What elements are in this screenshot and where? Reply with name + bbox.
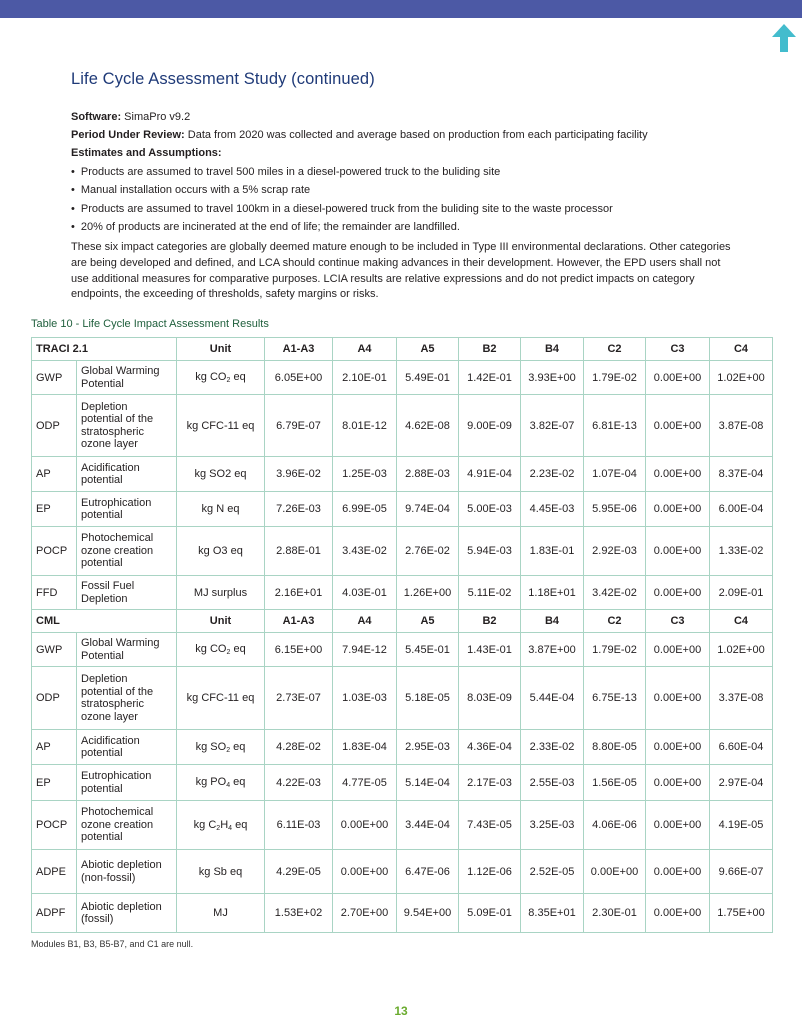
value-cell: 1.18E+01 [521, 576, 584, 610]
impact-abbr: POCP [32, 527, 77, 576]
unit-part: MJ [213, 907, 228, 919]
value-cell: 8.37E-04 [710, 457, 773, 492]
unit-part: 2 [226, 649, 231, 656]
value-cell: 0.00E+00 [646, 801, 710, 850]
value-cell: 6.00E-04 [710, 492, 773, 527]
value-cell: 4.36E-04 [459, 730, 521, 765]
value-cell: 7.94E-12 [333, 633, 397, 667]
lcia-results-table [31, 337, 773, 933]
value-cell: 4.62E-08 [397, 395, 459, 457]
impact-unit [177, 395, 265, 457]
impact-description: Eutrophication potential [77, 765, 177, 801]
value-cell: 0.00E+00 [646, 576, 710, 610]
section-name: CML [32, 610, 177, 633]
table-row [32, 801, 773, 850]
value-cell: 1.42E-01 [459, 361, 521, 395]
section-header-row [32, 610, 773, 633]
value-cell: 6.75E-13 [584, 667, 646, 730]
impact-unit [177, 492, 265, 527]
value-cell: 2.88E-03 [397, 457, 459, 492]
table-row [32, 667, 773, 730]
list-item: • Products are assumed to travel 500 miles in a diesel-powered truck to the buliding site [71, 165, 613, 183]
value-cell: 3.43E-02 [333, 527, 397, 576]
value-cell: 1.07E-04 [584, 457, 646, 492]
impact-abbr: FFD [32, 576, 77, 610]
value-cell: 1.25E-03 [333, 457, 397, 492]
table-caption: Table 10 - Life Cycle Impact Assessment Results [31, 318, 269, 330]
value-cell: 2.76E-02 [397, 527, 459, 576]
value-cell: 2.09E-01 [710, 576, 773, 610]
value-cell: 2.17E-03 [459, 765, 521, 801]
value-cell: 3.87E+00 [521, 633, 584, 667]
value-cell: 5.18E-05 [397, 667, 459, 730]
value-cell: 2.10E-01 [333, 361, 397, 395]
unit-part: 2 [226, 377, 231, 384]
impact-description: Depletion potential of the stratospheric ozone layer [77, 395, 177, 457]
impact-description: Abiotic depletion (non-fossil) [77, 850, 177, 894]
column-header: B2 [459, 610, 521, 633]
impact-description: Acidification potential [77, 730, 177, 765]
table-row [32, 395, 773, 457]
impact-unit [177, 361, 265, 395]
value-cell: 6.15E+00 [265, 633, 333, 667]
value-cell: 1.75E+00 [710, 894, 773, 933]
value-cell: 2.88E-01 [265, 527, 333, 576]
unit-part: kg SO2 eq [194, 468, 247, 480]
value-cell: 0.00E+00 [333, 801, 397, 850]
value-cell: 5.14E-04 [397, 765, 459, 801]
period-label: Period Under Review: [71, 129, 185, 141]
value-cell: 4.45E-03 [521, 492, 584, 527]
value-cell: 9.54E+00 [397, 894, 459, 933]
value-cell: 1.56E-05 [584, 765, 646, 801]
value-cell: 6.47E-06 [397, 850, 459, 894]
column-header: C2 [584, 338, 646, 361]
value-cell: 5.45E-01 [397, 633, 459, 667]
value-cell: 4.06E-06 [584, 801, 646, 850]
column-header: A5 [397, 338, 459, 361]
value-cell: 3.96E-02 [265, 457, 333, 492]
value-cell: 1.33E-02 [710, 527, 773, 576]
value-cell: 0.00E+00 [646, 633, 710, 667]
unit-part: eq [230, 740, 246, 753]
list-item: • Manual installation occurs with a 5% scrap rate [71, 183, 613, 201]
up-arrow-icon[interactable] [771, 24, 797, 52]
impact-abbr: ODP [32, 395, 77, 457]
list-item: • Products are assumed to travel 100km in a diesel-powered truck from the buliding site to the waste processor [71, 202, 613, 220]
impact-categories-paragraph: These six impact categories are globally deemed mature enough to be included in Type III environmental declarations. Other categories are being developed and defined, and LCA should continue making advances in their development. However, the EPD users shall not use additional measures for comparative purposes. LCIA results are relative expressions and do not predict impacts on category endpoints, the exceeding of thresholds, safety margins or risks. [71, 241, 731, 301]
unit-part: kg SO [195, 740, 227, 753]
impact-unit [177, 667, 265, 730]
section-header-row [32, 338, 773, 361]
unit-part: kg CFC-11 eq [186, 692, 255, 704]
value-cell: 4.77E-05 [333, 765, 397, 801]
footnote: Modules B1, B3, B5-B7, and C1 are null. [31, 939, 194, 949]
value-cell: 8.35E+01 [521, 894, 584, 933]
table-row [32, 850, 773, 894]
impact-description: Photochemical ozone creation potential [77, 801, 177, 850]
impact-abbr: POCP [32, 801, 77, 850]
value-cell: 3.37E-08 [710, 667, 773, 730]
value-cell: 2.92E-03 [584, 527, 646, 576]
unit-part: 2 [216, 824, 221, 832]
unit-part: eq [230, 643, 246, 655]
unit-part: MJ surplus [193, 586, 248, 599]
column-header: A1-A3 [265, 338, 333, 361]
value-cell: 4.19E-05 [710, 801, 773, 850]
impact-description: Depletion potential of the stratospheric ozone layer [77, 667, 177, 730]
impact-unit [177, 765, 265, 801]
software-label: Software: [71, 111, 122, 123]
table-row [32, 576, 773, 610]
table-row [32, 765, 773, 801]
value-cell: 5.94E-03 [459, 527, 521, 576]
value-cell: 2.33E-02 [521, 730, 584, 765]
column-header: Unit [177, 338, 265, 361]
unit-part: kg N eq [201, 503, 240, 515]
table-row [32, 361, 773, 395]
value-cell: 5.49E-01 [397, 361, 459, 395]
impact-abbr: GWP [32, 361, 77, 395]
unit-part: eq [230, 371, 246, 383]
value-cell: 4.03E-01 [333, 576, 397, 610]
value-cell: 6.60E-04 [710, 730, 773, 765]
impact-description: Abiotic depletion (fossil) [77, 894, 177, 933]
impact-unit [177, 576, 265, 610]
impact-abbr: EP [32, 765, 77, 801]
unit-part: 4 [228, 824, 233, 832]
value-cell: 8.01E-12 [333, 395, 397, 457]
impact-unit [177, 801, 265, 850]
table-row [32, 633, 773, 667]
table-row [32, 894, 773, 933]
period-line [71, 128, 648, 142]
value-cell: 2.30E-01 [584, 894, 646, 933]
impact-abbr: ADPF [32, 894, 77, 933]
value-cell: 6.11E-03 [265, 801, 333, 850]
value-cell: 0.00E+00 [646, 667, 710, 730]
column-header: Unit [177, 610, 265, 633]
value-cell: 5.09E-01 [459, 894, 521, 933]
impact-abbr: AP [32, 730, 77, 765]
estimates-label: Estimates and Assumptions: [71, 147, 222, 159]
value-cell: 0.00E+00 [646, 361, 710, 395]
value-cell: 2.70E+00 [333, 894, 397, 933]
value-cell: 6.99E-05 [333, 492, 397, 527]
unit-part: 2 [226, 746, 231, 754]
column-header: B4 [521, 610, 584, 633]
value-cell: 0.00E+00 [584, 850, 646, 894]
impact-abbr: ODP [32, 667, 77, 730]
value-cell: 4.28E-02 [265, 730, 333, 765]
assumptions-list [71, 165, 613, 238]
software-line [71, 110, 190, 124]
value-cell: 2.95E-03 [397, 730, 459, 765]
value-cell: 2.97E-04 [710, 765, 773, 801]
value-cell: 1.79E-02 [584, 361, 646, 395]
page-number: 13 [394, 1004, 408, 1018]
impact-abbr: GWP [32, 633, 77, 667]
column-header: C4 [710, 610, 773, 633]
impact-unit [177, 894, 265, 933]
header-bar [0, 0, 802, 18]
unit-part: kg CO [195, 371, 227, 383]
column-header: A4 [333, 610, 397, 633]
impact-description: Acidification potential [77, 457, 177, 492]
table-row [32, 527, 773, 576]
value-cell: 2.23E-02 [521, 457, 584, 492]
impact-description: Global Warming Potential [77, 361, 177, 395]
value-cell: 1.26E+00 [397, 576, 459, 610]
value-cell: 0.00E+00 [646, 894, 710, 933]
value-cell: 2.16E+01 [265, 576, 333, 610]
value-cell: 3.93E+00 [521, 361, 584, 395]
value-cell: 9.74E-04 [397, 492, 459, 527]
value-cell: 9.66E-07 [710, 850, 773, 894]
value-cell: 0.00E+00 [646, 527, 710, 576]
unit-part: kg PO [195, 776, 227, 788]
column-header: C2 [584, 610, 646, 633]
value-cell: 5.00E-03 [459, 492, 521, 527]
impact-description: Photochemical ozone creation potential [77, 527, 177, 576]
table-row [32, 457, 773, 492]
impact-description: Eutrophication potential [77, 492, 177, 527]
column-header: A5 [397, 610, 459, 633]
value-cell: 3.82E-07 [521, 395, 584, 457]
value-cell: 0.00E+00 [646, 850, 710, 894]
period-value: Data from 2020 was collected and average based on production from each participating facility [184, 129, 648, 141]
impact-unit [177, 850, 265, 894]
value-cell: 8.03E-09 [459, 667, 521, 730]
value-cell: 1.02E+00 [710, 361, 773, 395]
unit-part: eq [232, 818, 248, 831]
column-header: C3 [646, 610, 710, 633]
impact-description: Fossil Fuel Depletion [77, 576, 177, 610]
unit-part: H [220, 818, 229, 831]
column-header: A1-A3 [265, 610, 333, 633]
list-item: • 20% of products are incinerated at the end of life; the remainder are landfilled. [71, 220, 613, 238]
unit-part: kg Sb eq [198, 865, 243, 878]
value-cell: 2.52E-05 [521, 850, 584, 894]
value-cell: 6.81E-13 [584, 395, 646, 457]
value-cell: 9.00E-09 [459, 395, 521, 457]
column-header: C4 [710, 338, 773, 361]
value-cell: 1.83E-04 [333, 730, 397, 765]
value-cell: 6.05E+00 [265, 361, 333, 395]
unit-part: 4 [226, 782, 231, 789]
value-cell: 1.43E-01 [459, 633, 521, 667]
value-cell: 5.11E-02 [459, 576, 521, 610]
value-cell: 1.83E-01 [521, 527, 584, 576]
impact-unit [177, 457, 265, 492]
value-cell: 5.95E-06 [584, 492, 646, 527]
unit-part: eq [230, 776, 246, 788]
value-cell: 0.00E+00 [646, 730, 710, 765]
column-header: B2 [459, 338, 521, 361]
impact-unit [177, 730, 265, 765]
value-cell: 1.79E-02 [584, 633, 646, 667]
value-cell: 2.55E-03 [521, 765, 584, 801]
value-cell: 3.25E-03 [521, 801, 584, 850]
value-cell: 3.44E-04 [397, 801, 459, 850]
table-row [32, 492, 773, 527]
unit-part: kg C [193, 818, 217, 831]
page-title: Life Cycle Assessment Study (continued) [71, 70, 375, 88]
value-cell: 4.22E-03 [265, 765, 333, 801]
column-header: A4 [333, 338, 397, 361]
value-cell: 4.91E-04 [459, 457, 521, 492]
estimates-heading [71, 146, 222, 160]
value-cell: 2.73E-07 [265, 667, 333, 730]
column-header: C3 [646, 338, 710, 361]
value-cell: 7.26E-03 [265, 492, 333, 527]
value-cell: 1.02E+00 [710, 633, 773, 667]
unit-part: kg O3 eq [198, 545, 243, 557]
impact-unit [177, 527, 265, 576]
value-cell: 5.44E-04 [521, 667, 584, 730]
impact-unit [177, 633, 265, 667]
section-name: TRACI 2.1 [32, 338, 177, 361]
value-cell: 1.12E-06 [459, 850, 521, 894]
software-value: SimaPro v9.2 [121, 111, 191, 123]
value-cell: 0.00E+00 [646, 395, 710, 457]
value-cell: 0.00E+00 [646, 457, 710, 492]
value-cell: 3.87E-08 [710, 395, 773, 457]
value-cell: 7.43E-05 [459, 801, 521, 850]
impact-abbr: EP [32, 492, 77, 527]
unit-part: kg CFC-11 eq [186, 419, 255, 432]
value-cell: 1.03E-03 [333, 667, 397, 730]
value-cell: 1.53E+02 [265, 894, 333, 933]
value-cell: 6.79E-07 [265, 395, 333, 457]
value-cell: 0.00E+00 [333, 850, 397, 894]
impact-description: Global Warming Potential [77, 633, 177, 667]
value-cell: 3.42E-02 [584, 576, 646, 610]
value-cell: 8.80E-05 [584, 730, 646, 765]
value-cell: 4.29E-05 [265, 850, 333, 894]
value-cell: 0.00E+00 [646, 765, 710, 801]
value-cell: 0.00E+00 [646, 492, 710, 527]
impact-abbr: ADPE [32, 850, 77, 894]
impact-abbr: AP [32, 457, 77, 492]
table-row [32, 730, 773, 765]
column-header: B4 [521, 338, 584, 361]
unit-part: kg CO [195, 643, 227, 655]
